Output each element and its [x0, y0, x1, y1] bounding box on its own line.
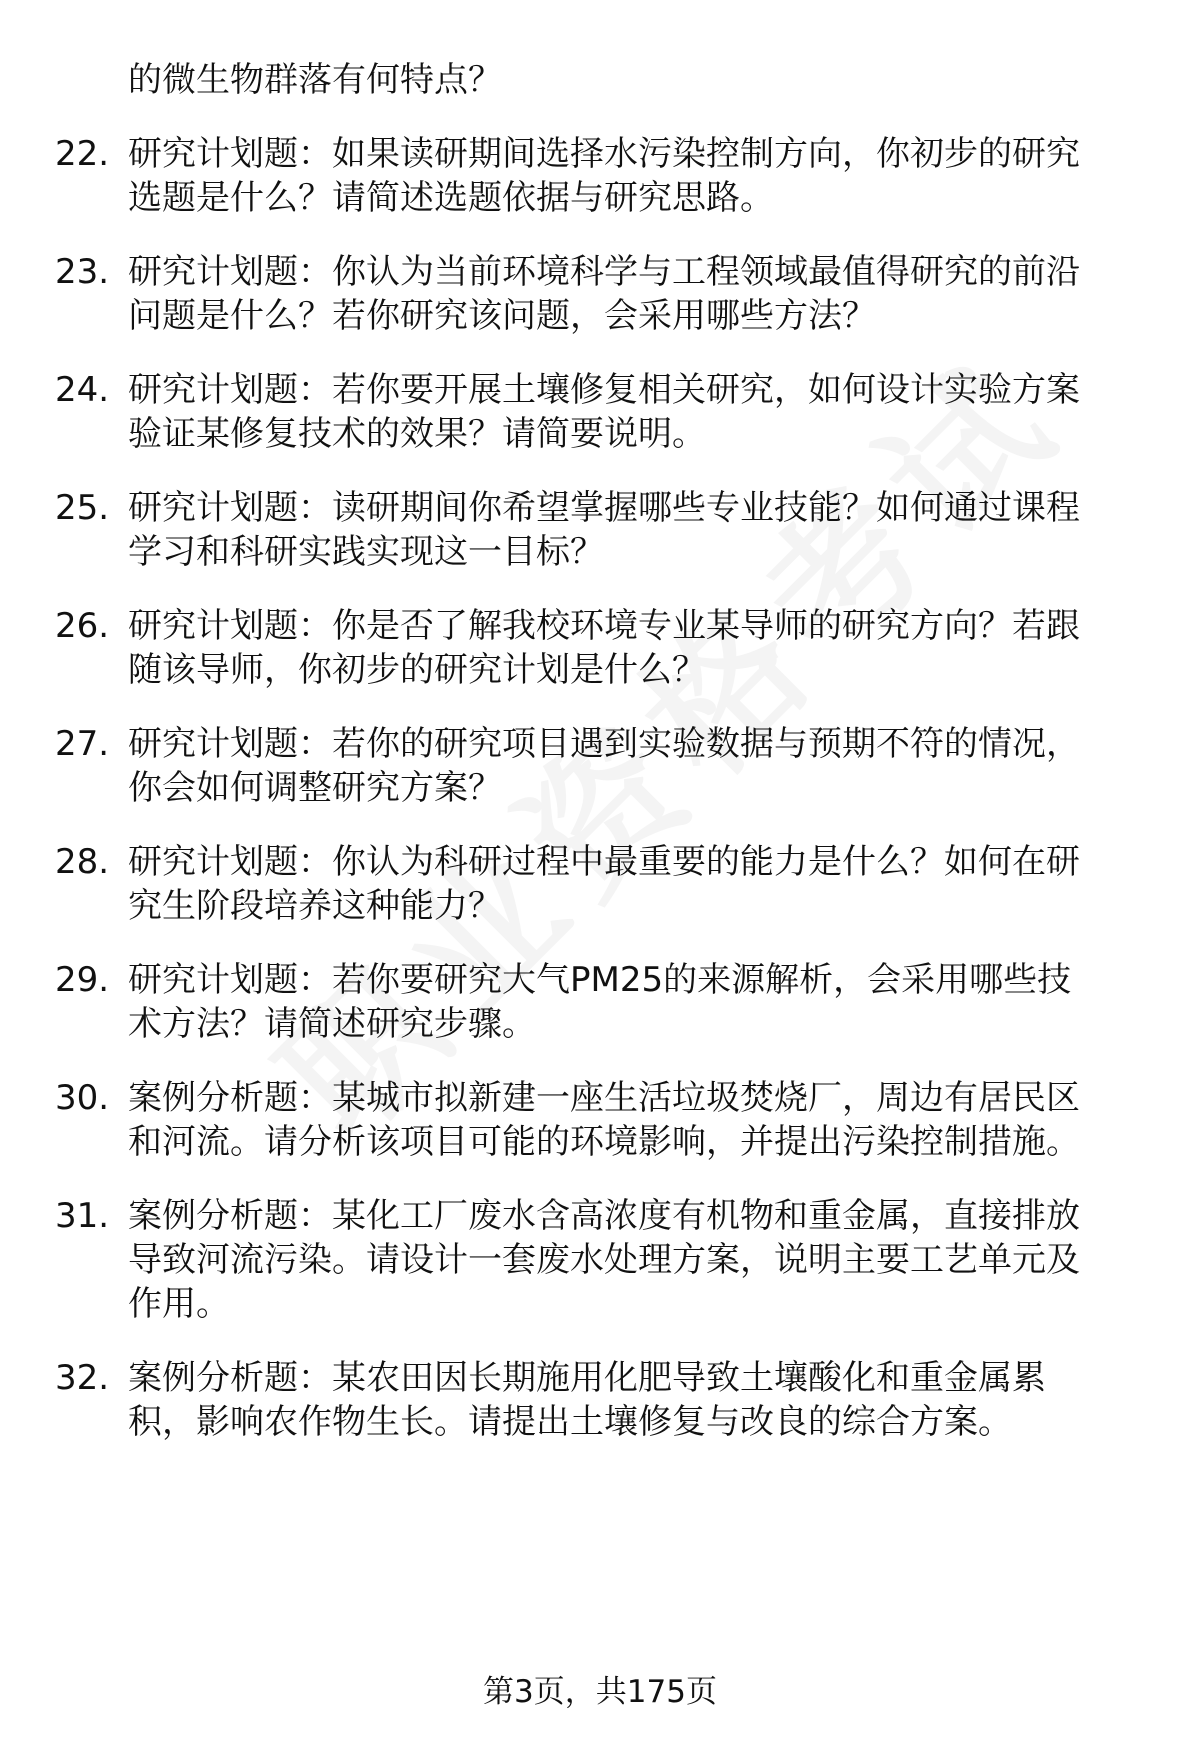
question-line: 研究计划题：若你的研究项目遇到实验数据与预期不符的情况，: [128, 724, 1080, 764]
question-line: 你会如何调整研究方案？: [128, 768, 502, 808]
question-line: 和河流。请分析该项目可能的环境影响，并提出污染控制措施。: [128, 1122, 1080, 1162]
question-line: 研究计划题：若你要研究大气PM25的来源解析，会采用哪些技: [128, 960, 1072, 1000]
question-text: [128, 1194, 1138, 1326]
question-text: [128, 1076, 1138, 1164]
question-number: 26.: [55, 606, 110, 646]
question-number: 24.: [55, 370, 110, 410]
question-line: 作用。: [128, 1284, 230, 1324]
question-line: 积，影响农作物生长。请提出土壤修复与改良的综合方案。: [128, 1402, 1012, 1442]
question-number: 27.: [55, 724, 110, 764]
question-line: 研究计划题：你认为当前环境科学与工程领域最值得研究的前沿: [128, 252, 1080, 292]
question-line: 导致河流污染。请设计一套废水处理方案，说明主要工艺单元及: [128, 1240, 1080, 1280]
question-line: 研究计划题：你是否了解我校环境专业某导师的研究方向？若跟: [128, 606, 1080, 646]
question-number: 29.: [55, 960, 110, 1000]
question-line: 术方法？请简述研究步骤。: [128, 1004, 536, 1044]
question-line: 研究计划题：若你要开展土壤修复相关研究，如何设计实验方案: [128, 370, 1080, 410]
question-line: 研究计划题：读研期间你希望掌握哪些专业技能？如何通过课程: [128, 488, 1080, 528]
question-number: 22.: [55, 134, 110, 174]
question-text: [128, 486, 1138, 574]
question-line: 案例分析题：某农田因长期施用化肥导致土壤酸化和重金属累: [128, 1358, 1046, 1398]
question-line: 案例分析题：某化工厂废水含高浓度有机物和重金属，直接排放: [128, 1196, 1080, 1236]
page-number: 第3页，共175页: [483, 1674, 717, 1710]
question-number: 30.: [55, 1078, 110, 1118]
question-line: 随该导师，你初步的研究计划是什么？: [128, 650, 706, 690]
question-text: [128, 368, 1138, 456]
question-number: 31.: [55, 1196, 110, 1236]
question-line: 学习和科研实践实现这一目标？: [128, 532, 604, 572]
question-line: 究生阶段培养这种能力？: [128, 886, 502, 926]
question-text: [128, 604, 1138, 692]
question-line: 选题是什么？请简述选题依据与研究思路。: [128, 178, 774, 218]
question-line: 验证某修复技术的效果？请简要说明。: [128, 414, 706, 454]
question-line: 研究计划题：如果读研期间选择水污染控制方向，你初步的研究: [128, 134, 1080, 174]
question-text: [128, 722, 1138, 810]
question-number: 25.: [55, 488, 110, 528]
question-number: 32.: [55, 1358, 110, 1398]
question-number: 23.: [55, 252, 110, 292]
question-text: [128, 132, 1138, 220]
question-text: [128, 1356, 1138, 1444]
question-line: 研究计划题：你认为科研过程中最重要的能力是什么？如何在研: [128, 842, 1080, 882]
question-line: 问题是什么？若你研究该问题，会采用哪些方法？: [128, 296, 876, 336]
question-text: [128, 958, 1138, 1046]
question-text: [128, 250, 1138, 338]
question-text: [128, 840, 1138, 928]
question-line: 案例分析题：某城市拟新建一座生活垃圾焚烧厂，周边有居民区: [128, 1078, 1080, 1118]
question-number: 28.: [55, 842, 110, 882]
continued-text: 的微生物群落有何特点？: [128, 60, 502, 100]
